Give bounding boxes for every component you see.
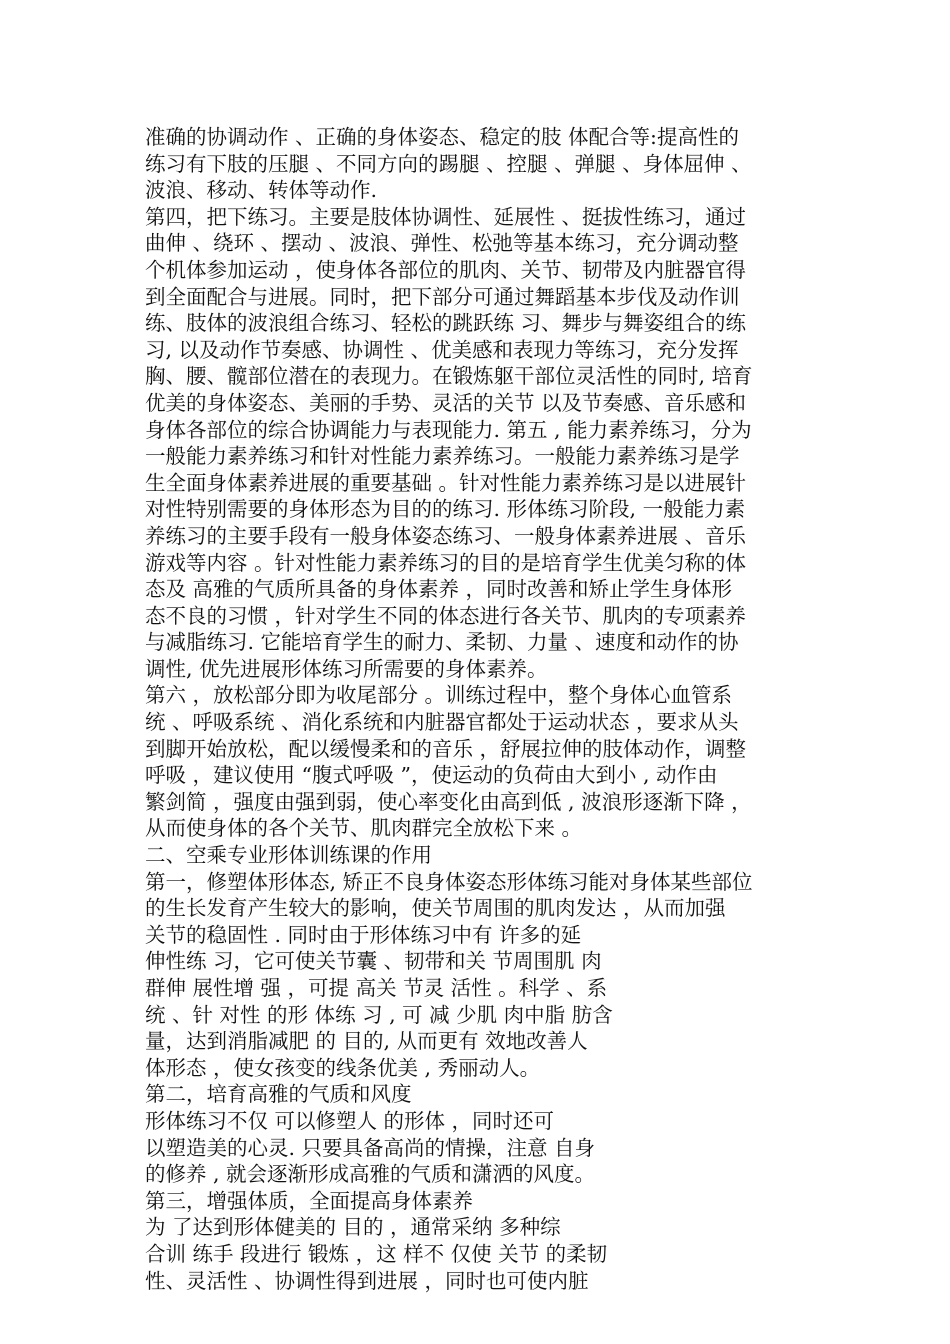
text-line: 一般能力素养练习和针对性能力素养练习。一般能力素养练习是学 [145,444,740,469]
text-line: 到全面配合与进展。同时，把下部分可通过舞蹈基本步伐及动作训 [145,284,740,309]
text-line: 统 、呼吸系统 、消化系统和内脏器官都处于运动状态 ，要求从头 [145,710,739,735]
text-line: 第二，培育高雅的气质和风度 [145,1082,412,1107]
text-line: 第三，增强体质，全面提高身体素养 [145,1188,473,1213]
text-line: 到脚开始放松，配以缓慢柔和的音乐 ，舒展拉伸的肢体动作，调整 [145,736,747,761]
text-line: 养练习的主要手段有一般身体姿态练习、一般身体素养进展 、音乐 [145,523,747,548]
text-line: 第四，把下练习。主要是肢体协调性、延展性 、挺拔性练习，通过 [145,204,747,229]
text-line: 的生长发育产生较大的影响，使关节周围的肌肉发达 ，从而加强 [145,896,726,921]
text-line: 量，达到消脂减肥 的 目的, 从而更有 效地改善人 [145,1029,588,1054]
text-line: 胸、腰、髋部位潜在的表现力。在锻炼躯干部位灵活性的同时, 培育 [145,364,753,389]
text-line: 对性特别需要的身体形态为目的的练习. 形体练习阶段, 一般能力素 [145,497,746,522]
text-line: 第六 ，放松部分即为收尾部分 。训练过程中，整个身体心血管系 [145,683,733,708]
text-line: 生全面身体素养进展的重要基础 。针对性能力素养练习是以进展针 [145,470,747,495]
text-line: 态不良的习惯 ，针对学生不同的体态进行各关节、肌肉的专项素养 [145,603,747,628]
text-line: 统 、针 对性 的形 体练 习 , 可 减 少肌 肉中脂 肪含 [145,1002,613,1027]
body-text [145,124,825,1294]
text-line: 合训 练手 段进行 锻炼 ，这 样不 仅使 关节 的柔韧 [145,1241,608,1266]
text-line: 以塑造美的心灵. 只要具备高尚的情操，注意 自身 [145,1135,596,1160]
text-line: 呼吸 ，建议使用 “腹式呼吸 ”，使运动的负荷由大到小 , 动作由 [145,763,718,788]
text-line: 从而使身体的各个关节、肌肉群完全放松下来 。 [145,816,583,841]
text-line: 二、空乘专业形体训练课的作用 [145,843,432,868]
text-line: 准确的协调动作 、正确的身体姿态、稳定的肢 体配合等:提高性的 [145,125,739,149]
text-line: 性、灵活性 、协调性得到进展 ，同时也可使内脏 [145,1268,589,1293]
text-line: 练、肢体的波浪组合练习、轻松的跳跃练 习、舞步与舞姿组合的练 [145,311,747,336]
text-line: 曲伸 、绕环 、摆动 、波浪、弹性、松弛等基本练习，充分调动整 [145,231,739,256]
text-line: 繁剑简 ，强度由强到弱，使心率变化由高到低 , 波浪形逐渐下降 ， [145,789,752,814]
text-line: 伸性练 习，它可使关节囊 、韧带和关 节周围肌 肉 [145,949,602,974]
text-line: 的修养 , 就会逐渐形成高雅的气质和潇洒的风度。 [145,1162,596,1187]
text-line: 态及 高雅的气质所具备的身体素养 ，同时改善和矫止学生身体形 [145,577,733,602]
text-line: 身体各部位的综合协调能力与表现能力. 第五 , 能力素养练习，分为 [145,417,752,442]
text-line: 波浪、移动、转体等动作. [145,178,378,203]
text-line: 第一，修塑体形体态, 矫正不良身体姿态形体练习能对身体某些部位 [145,869,753,894]
text-line: 练习有下肢的压腿 、不同方向的踢腿 、控腿 、弹腿 、身体屈伸 、 [145,151,752,176]
text-line: 优美的身体姿态、美丽的手势、灵活的关节 以及节奏感、音乐感和 [145,390,747,415]
text-line: 游戏等内容 。针对性能力素养练习的目的是培育学生优美匀称的体 [145,550,747,575]
text-line: 习, 以及动作节奏感、协调性 、优美感和表现力等练习，充分发挥 [145,337,739,362]
text-line: 个机体参加运动 ，使身体各部位的肌肉、关节、韧带及内脏器官得 [145,257,747,282]
text-line: 体形态 ，使女孩变的线条优美 , 秀丽动人。 [145,1055,541,1080]
text-line: 群伸 展性增 强 ，可提 高关 节灵 活性 。科学 、系 [145,976,608,1000]
text-line: 为 了达到形体健美的 目的 ，通常采纳 多种综 [145,1215,561,1240]
text-line: 形体练习不仅 可以修塑人 的形体 ，同时还可 [145,1108,555,1133]
text-line: 调性, 优先进展形体练习所需要的身体素养。 [145,656,548,681]
text-line: 关节的稳固性 . 同时由于形体练习中有 许多的延 [145,922,582,947]
text-line: 与减脂练习. 它能培育学生的耐力、柔韧、力量 、速度和动作的协 [145,630,739,655]
